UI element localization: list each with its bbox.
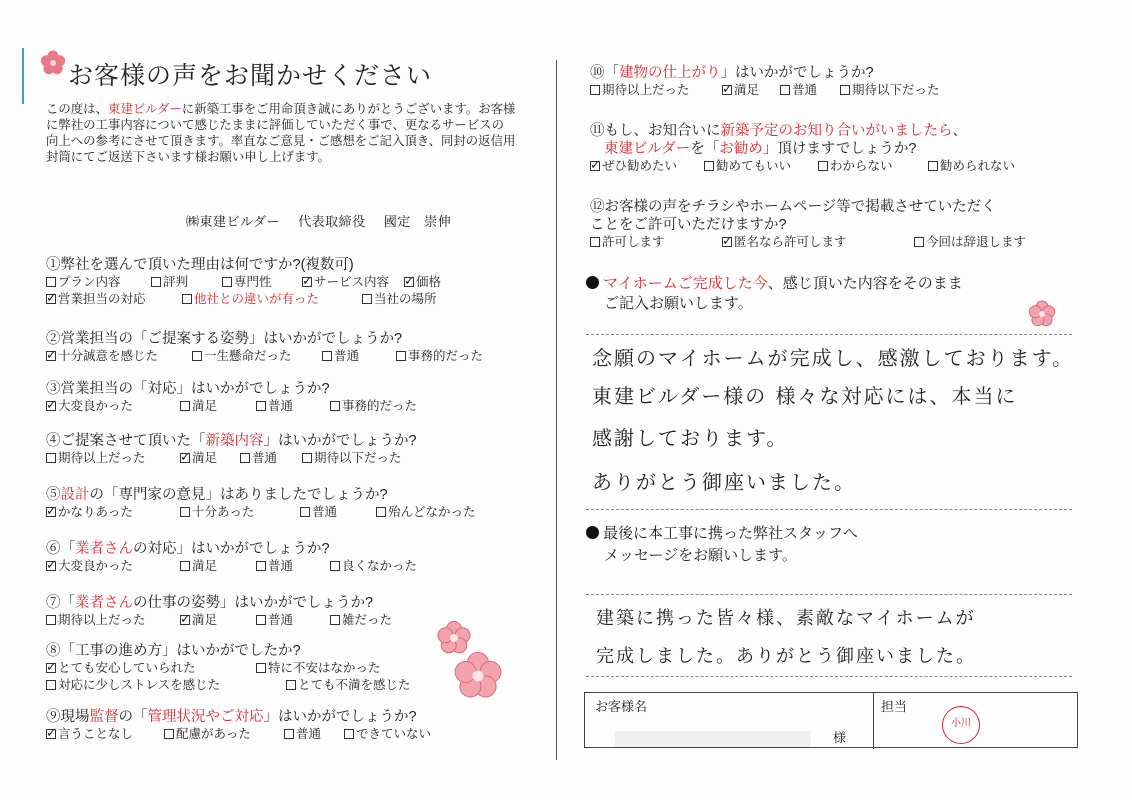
checkbox[interactable] bbox=[46, 615, 56, 625]
heading-part: を「 bbox=[690, 141, 720, 157]
question-2 bbox=[46, 330, 526, 365]
handwritten-comment: 東建ビルダー様の 様々な対応には、本当に bbox=[592, 384, 1018, 408]
heading-part: 」はいかがでしょうか? bbox=[249, 331, 403, 347]
option[interactable] bbox=[590, 158, 677, 175]
option-label: 勧めてもいい bbox=[716, 159, 792, 173]
bullet-icon bbox=[586, 276, 599, 289]
question-heading: ⑫お客様の声をチラシやホームページ等で掲載させていただく bbox=[590, 199, 996, 215]
intro-text bbox=[46, 101, 516, 165]
option-label: 満足 bbox=[192, 451, 218, 465]
section-title-part: マイホームご完成した今 bbox=[603, 275, 768, 292]
option[interactable] bbox=[192, 348, 292, 365]
question-heading bbox=[46, 540, 526, 558]
option-label: わからない bbox=[830, 159, 893, 173]
option[interactable] bbox=[302, 274, 389, 291]
company-name-highlight: 東建ビルダー bbox=[107, 102, 182, 116]
section-title-part: 、感じ頂いた内容をそのまま bbox=[767, 275, 963, 292]
option[interactable] bbox=[914, 234, 1026, 251]
checkbox[interactable] bbox=[914, 237, 924, 247]
option-label: 許可します bbox=[602, 235, 665, 249]
question-5 bbox=[46, 486, 526, 521]
signature-role: 代表取締役 bbox=[298, 214, 366, 229]
option[interactable] bbox=[330, 558, 417, 575]
option[interactable] bbox=[928, 158, 1015, 175]
option[interactable] bbox=[590, 82, 690, 99]
signature-company: ㈱東建ビルダー bbox=[186, 214, 280, 229]
heading-part: 」はいかがでしょうか? bbox=[263, 709, 417, 725]
question-heading bbox=[46, 486, 526, 504]
column-divider bbox=[556, 60, 557, 760]
box-divider bbox=[873, 693, 874, 749]
checkbox[interactable] bbox=[302, 453, 312, 463]
option-row bbox=[46, 660, 446, 677]
checkbox-checked[interactable] bbox=[404, 277, 414, 287]
option-label: 満足 bbox=[192, 399, 218, 413]
option-row bbox=[46, 274, 526, 291]
option[interactable] bbox=[302, 450, 402, 467]
message-section-title bbox=[586, 524, 858, 544]
option-label: 十分誠意を感じた bbox=[58, 349, 159, 363]
checkbox[interactable] bbox=[151, 277, 161, 287]
heading-part: ⑪もし、お知合いに bbox=[590, 123, 721, 139]
heading-part: お勧め bbox=[719, 141, 763, 157]
option[interactable] bbox=[840, 82, 940, 99]
heading-part: 新築予定のお知り合いがいましたら bbox=[720, 123, 953, 139]
message-section-subtitle: メッセージをお願いします。 bbox=[604, 547, 797, 564]
checkbox[interactable] bbox=[284, 729, 294, 739]
heading-part: 監督 bbox=[89, 709, 119, 725]
question-heading: ⑧「工事の進め方」はいかがでしたか? bbox=[46, 643, 301, 659]
option-label: 満足 bbox=[192, 613, 218, 627]
option[interactable] bbox=[46, 612, 146, 629]
option[interactable] bbox=[330, 398, 417, 415]
option[interactable] bbox=[330, 612, 392, 629]
checkbox-checked[interactable] bbox=[180, 615, 190, 625]
option[interactable] bbox=[322, 348, 359, 365]
option-label: 満足 bbox=[192, 559, 218, 573]
option-row bbox=[590, 234, 1050, 251]
option-label: 当社の場所 bbox=[374, 292, 437, 306]
option[interactable] bbox=[46, 677, 220, 694]
customer-name-field[interactable] bbox=[615, 731, 811, 747]
handwritten-comment: 念願のマイホームが完成し、感激しております。 bbox=[592, 346, 1074, 370]
option[interactable] bbox=[780, 82, 817, 99]
question-heading bbox=[46, 330, 526, 348]
option[interactable] bbox=[344, 726, 431, 743]
option-row bbox=[590, 158, 1050, 175]
checkbox[interactable] bbox=[46, 453, 56, 463]
checkbox[interactable] bbox=[330, 561, 340, 571]
checkbox[interactable] bbox=[164, 729, 174, 739]
heading-part: 」はいかがでしょうか? bbox=[720, 65, 874, 81]
checkbox[interactable] bbox=[192, 351, 202, 361]
question-1 bbox=[46, 256, 526, 308]
section-title-part: 最後に本工事に携った弊社スタッフへ bbox=[603, 525, 858, 542]
option-label: 殆んどなかった bbox=[388, 505, 476, 519]
heading-part: 設計 bbox=[60, 487, 90, 503]
question-heading: ①弊社を選んで頂いた理由は何ですか?(複数可) bbox=[46, 257, 354, 273]
checkbox[interactable] bbox=[182, 294, 192, 304]
option-label: できていない bbox=[356, 727, 432, 741]
option-row bbox=[46, 504, 526, 521]
heading-part: 管理状況やご対応 bbox=[147, 709, 264, 725]
option[interactable] bbox=[222, 274, 272, 291]
option-label: 普通 bbox=[792, 83, 818, 97]
writing-line bbox=[586, 594, 1072, 595]
title-accent-bar bbox=[22, 48, 24, 104]
option-row bbox=[46, 291, 526, 308]
cherry-blossom-icon bbox=[38, 48, 68, 78]
option-label: 営業担当の対応 bbox=[58, 292, 146, 306]
checkbox[interactable] bbox=[180, 401, 190, 411]
option-label: 勧められない bbox=[940, 159, 1016, 173]
question-heading bbox=[590, 64, 1040, 82]
option-label: 期待以上だった bbox=[58, 451, 146, 465]
option-label: 評判 bbox=[163, 275, 189, 289]
option-label: 対応に少しストレスを感じた bbox=[58, 678, 221, 692]
question-10 bbox=[590, 64, 1040, 99]
option-label: サービス内容 bbox=[314, 275, 390, 289]
option-label: とても不満を感じた bbox=[298, 678, 411, 692]
option[interactable] bbox=[256, 398, 293, 415]
option[interactable] bbox=[180, 558, 217, 575]
option-row bbox=[46, 348, 526, 365]
option[interactable] bbox=[404, 274, 441, 291]
option[interactable] bbox=[722, 82, 759, 99]
option[interactable] bbox=[46, 450, 146, 467]
option-label: 普通 bbox=[252, 451, 278, 465]
bullet-icon bbox=[586, 526, 599, 539]
option-label: 十分あった bbox=[192, 505, 255, 519]
option-row bbox=[46, 398, 526, 415]
checkbox[interactable] bbox=[344, 729, 354, 739]
checkbox-checked[interactable] bbox=[590, 161, 600, 171]
question-heading bbox=[590, 122, 1050, 140]
honorific-label: 様 bbox=[833, 730, 847, 745]
option[interactable] bbox=[46, 660, 196, 677]
option-label: 普通 bbox=[296, 727, 322, 741]
question-9 bbox=[46, 708, 526, 743]
option-label: 大変良かった bbox=[58, 559, 134, 573]
option[interactable] bbox=[164, 726, 251, 743]
heading-part: 建物の仕上がり bbox=[619, 65, 721, 81]
question-8 bbox=[46, 642, 446, 694]
intro-part: に新築工事をご用命頂き誠にありがとうございます。お客様に弊社の工事内容について感じたままに評価していただく事で、更なるサービスの向上への参考にさせて頂きます。率直なご意見・ご感想をご記入頂き、同封の返信用封筒にてご返送下さいます様お願い申し上げます。 bbox=[46, 102, 516, 164]
question-3 bbox=[46, 380, 526, 415]
option-label: 期待以下だった bbox=[852, 83, 940, 97]
option[interactable] bbox=[46, 398, 133, 415]
option-row bbox=[46, 450, 526, 467]
option[interactable] bbox=[180, 504, 254, 521]
option[interactable] bbox=[286, 677, 411, 694]
checkbox[interactable] bbox=[300, 507, 310, 517]
handwritten-comment: 感謝しております。 bbox=[592, 426, 789, 450]
option-label: 雑だった bbox=[342, 613, 393, 627]
impression-section-title bbox=[586, 274, 963, 294]
option[interactable] bbox=[240, 450, 277, 467]
checkbox[interactable] bbox=[362, 294, 372, 304]
heading-part: ⑨現場 bbox=[46, 709, 90, 725]
heading-part: 」頂けますでしょうか? bbox=[762, 141, 917, 157]
checkbox[interactable] bbox=[256, 663, 266, 673]
option[interactable] bbox=[180, 450, 217, 467]
heading-part: ご提案する姿勢 bbox=[147, 331, 249, 347]
option[interactable] bbox=[46, 558, 133, 575]
option-label: 普通 bbox=[334, 349, 360, 363]
writing-line bbox=[586, 509, 1072, 510]
option[interactable] bbox=[182, 291, 319, 308]
option[interactable] bbox=[46, 348, 158, 365]
checkbox[interactable] bbox=[256, 561, 266, 571]
checkbox[interactable] bbox=[928, 161, 938, 171]
heading-part: の「 bbox=[118, 709, 148, 725]
option[interactable] bbox=[818, 158, 893, 175]
checkbox-checked[interactable] bbox=[46, 401, 56, 411]
impression-section-subtitle: ご記入お願いします。 bbox=[604, 295, 753, 312]
cherry-blossom-icon bbox=[450, 648, 506, 704]
page-title: お客様の声をお聞かせください bbox=[68, 62, 433, 90]
checkbox-checked[interactable] bbox=[46, 351, 56, 361]
option[interactable] bbox=[46, 504, 133, 521]
question-heading bbox=[590, 140, 1050, 158]
question-heading: ③営業担当の「対応」はいかがでしょうか? bbox=[46, 381, 330, 397]
option-label: 今回は辞退します bbox=[926, 235, 1027, 249]
checkbox-checked[interactable] bbox=[722, 237, 732, 247]
question-12 bbox=[590, 198, 1050, 251]
checkbox[interactable] bbox=[396, 351, 406, 361]
option-row bbox=[590, 82, 1040, 99]
checkbox[interactable] bbox=[330, 401, 340, 411]
checkbox[interactable] bbox=[46, 277, 56, 287]
option-row bbox=[46, 726, 526, 743]
heading-part: ⑥「 bbox=[46, 541, 75, 557]
writing-line bbox=[586, 334, 1072, 335]
option[interactable] bbox=[256, 660, 381, 677]
checkbox-checked[interactable] bbox=[46, 663, 56, 673]
option[interactable] bbox=[46, 274, 121, 291]
option-label: 満足 bbox=[734, 83, 760, 97]
option-label: 匿名なら許可します bbox=[734, 235, 847, 249]
option-label: 事務的だった bbox=[342, 399, 418, 413]
checkbox[interactable] bbox=[818, 161, 828, 171]
checkbox-checked[interactable] bbox=[180, 453, 190, 463]
heading-part: 東建ビルダー bbox=[604, 141, 691, 157]
option[interactable] bbox=[704, 158, 791, 175]
option-label: 期待以下だった bbox=[314, 451, 402, 465]
question-heading bbox=[46, 432, 526, 450]
cherry-blossom-icon bbox=[1026, 298, 1058, 330]
option-label: 期待以上だった bbox=[58, 613, 146, 627]
checkbox[interactable] bbox=[222, 277, 232, 287]
checkbox[interactable] bbox=[286, 680, 296, 690]
checkbox[interactable] bbox=[704, 161, 714, 171]
option[interactable] bbox=[151, 274, 188, 291]
option-label: 普通 bbox=[268, 613, 294, 627]
signature bbox=[186, 211, 465, 230]
heading-part: の「専門家の意見」はありましたでしょうか? bbox=[89, 487, 388, 503]
option[interactable] bbox=[180, 612, 217, 629]
option[interactable] bbox=[300, 504, 337, 521]
checkbox[interactable] bbox=[180, 561, 190, 571]
option[interactable] bbox=[256, 612, 293, 629]
option[interactable] bbox=[590, 234, 665, 251]
checkbox[interactable] bbox=[590, 237, 600, 247]
option-label: 期待以上だった bbox=[602, 83, 690, 97]
question-heading bbox=[46, 594, 526, 612]
option-label: とても安心していられた bbox=[58, 661, 196, 675]
checkbox-checked[interactable] bbox=[46, 294, 56, 304]
checkbox[interactable] bbox=[590, 85, 600, 95]
customer-name-label: お客様名 bbox=[595, 699, 648, 714]
heading-part: ⑦「 bbox=[46, 595, 75, 611]
checkbox[interactable] bbox=[330, 615, 340, 625]
checkbox[interactable] bbox=[240, 453, 250, 463]
checkbox[interactable] bbox=[256, 615, 266, 625]
option-label: 普通 bbox=[268, 559, 294, 573]
checkbox[interactable] bbox=[840, 85, 850, 95]
heading-part: 」はいかがでしょうか? bbox=[263, 433, 417, 449]
option-row bbox=[46, 558, 526, 575]
option[interactable] bbox=[180, 398, 217, 415]
option-label: 大変良かった bbox=[58, 399, 134, 413]
checkbox[interactable] bbox=[46, 680, 56, 690]
option-label: 一生懸命だった bbox=[204, 349, 292, 363]
option-row bbox=[46, 677, 446, 694]
heading-part: の仕事の姿勢」はいかがでしょうか? bbox=[133, 595, 374, 611]
checkbox-checked[interactable] bbox=[722, 85, 732, 95]
checkbox[interactable] bbox=[780, 85, 790, 95]
heading-part: ②営業担当の「 bbox=[46, 331, 148, 347]
staff-label: 担当 bbox=[881, 699, 908, 714]
name-box bbox=[584, 692, 1078, 748]
option-label: 普通 bbox=[268, 399, 294, 413]
option[interactable] bbox=[722, 234, 847, 251]
handwritten-message: 完成しました。ありがとう御座いました。 bbox=[596, 646, 976, 667]
option-label: 専門性 bbox=[234, 275, 272, 289]
option-label: かなりあった bbox=[58, 505, 133, 519]
option-label: 事務的だった bbox=[408, 349, 484, 363]
option[interactable] bbox=[376, 504, 476, 521]
heading-part: ④ご提案させて頂いた「 bbox=[46, 433, 206, 449]
checkbox-checked[interactable] bbox=[302, 277, 312, 287]
option[interactable] bbox=[256, 558, 293, 575]
heading-part: 業者さん bbox=[75, 595, 133, 611]
question-heading: ことをご許可いただけますか? bbox=[590, 217, 787, 233]
option[interactable] bbox=[396, 348, 483, 365]
heading-part: ⑩「 bbox=[590, 65, 619, 81]
intro-part: この度は、 bbox=[46, 102, 108, 116]
question-11 bbox=[590, 122, 1050, 175]
heading-part: ⑤ bbox=[46, 487, 61, 503]
option-label: プラン内容 bbox=[58, 275, 121, 289]
question-6 bbox=[46, 540, 526, 575]
checkbox-checked[interactable] bbox=[46, 561, 56, 571]
heading-part: の対応」はいかがでしょうか? bbox=[133, 541, 330, 557]
option-label: 価格 bbox=[416, 275, 442, 289]
checkbox[interactable] bbox=[180, 507, 190, 517]
heading-part: 、 bbox=[952, 123, 967, 139]
option-label: ぜひ勧めたい bbox=[602, 159, 678, 173]
heading-part: 新築内容 bbox=[205, 433, 264, 449]
handwritten-message: 建築に携った皆々様、素敵なマイホームが bbox=[596, 608, 976, 629]
option-label: 良くなかった bbox=[342, 559, 418, 573]
option[interactable] bbox=[46, 291, 146, 308]
option-label: 他社との違いが有った bbox=[194, 292, 320, 306]
checkbox-checked[interactable] bbox=[46, 507, 56, 517]
handwritten-comment: ありがとう御座いました。 bbox=[592, 470, 856, 494]
checkbox[interactable] bbox=[376, 507, 386, 517]
writing-line bbox=[586, 676, 1072, 677]
question-4 bbox=[46, 432, 526, 467]
option-label: 普通 bbox=[312, 505, 338, 519]
option-label: 特に不安はなかった bbox=[268, 661, 381, 675]
signature-name: 國定 崇伸 bbox=[383, 214, 452, 229]
option[interactable] bbox=[362, 291, 437, 308]
option[interactable] bbox=[46, 726, 133, 743]
checkbox[interactable] bbox=[322, 351, 332, 361]
checkbox[interactable] bbox=[256, 401, 266, 411]
staff-seal-stamp: 小川 bbox=[942, 706, 980, 744]
heading-part: 業者さん bbox=[75, 541, 133, 557]
option-label: 言うことなし bbox=[58, 727, 134, 741]
question-heading bbox=[46, 708, 526, 726]
option-label: 配慮があった bbox=[176, 727, 251, 741]
option[interactable] bbox=[284, 726, 321, 743]
checkbox-checked[interactable] bbox=[46, 729, 56, 739]
